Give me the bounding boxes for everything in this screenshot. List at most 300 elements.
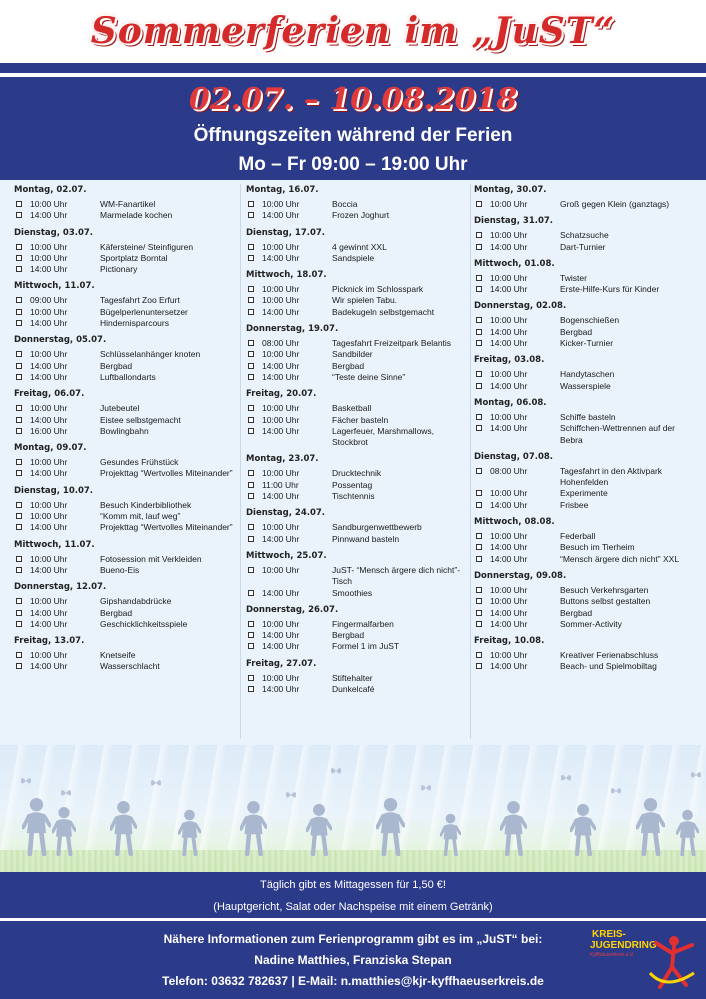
entry-activity: Sandspiele: [332, 252, 375, 263]
entry-time: 09:00 Uhr: [30, 295, 68, 306]
entry-activity: Bergbad: [100, 360, 133, 371]
entry-activity: Frozen Joghurt: [332, 210, 390, 221]
schedule-entry: [474, 284, 700, 295]
checkbox-square-icon: [248, 675, 254, 681]
schedule-entry: [14, 608, 239, 619]
entry-activity: Gipshandabdrücke: [100, 596, 172, 607]
entry-time: 14:00 Uhr: [262, 491, 300, 502]
day-block: [246, 388, 472, 448]
entry-time: 14:00 Uhr: [30, 607, 68, 618]
contact-names: Nadine Matthies, Franziska Stepan: [254, 953, 452, 967]
day-block: [246, 323, 472, 383]
checkbox-square-icon: [476, 317, 482, 323]
schedule-entry: [474, 199, 700, 210]
entry-time: 14:00 Uhr: [262, 371, 300, 382]
schedule-entry: [14, 295, 239, 306]
entry-activity: Tischtennis: [332, 491, 375, 502]
schedule-entry: [246, 361, 472, 372]
entry-time: 10:00 Uhr: [262, 564, 300, 575]
schedule-entry: [246, 684, 472, 695]
child-silhouette-icon: [306, 803, 332, 856]
checkbox-square-icon: [16, 459, 22, 465]
checkbox-square-icon: [16, 255, 22, 261]
entry-time: 10:00 Uhr: [262, 284, 300, 295]
entry-time: 14:00 Uhr: [490, 326, 528, 337]
schedule-column-2: [246, 184, 472, 700]
schedule-entry: [14, 554, 239, 565]
checkbox-square-icon: [248, 524, 254, 530]
checkbox-square-icon: [248, 212, 254, 218]
schedule-entry: [14, 619, 239, 630]
schedule-entry: [14, 650, 239, 661]
entry-activity: Bergbad: [332, 360, 365, 371]
schedule-entry: [246, 630, 472, 641]
entry-activity: Sportplatz Borntal: [100, 252, 168, 263]
checkbox-square-icon: [248, 536, 254, 542]
schedule-entry: [474, 423, 700, 446]
schedule-entry: [246, 534, 472, 545]
schedule-entry: [474, 338, 700, 349]
entry-time: 10:00 Uhr: [30, 457, 68, 468]
entry-activity: Stiftehalter: [332, 672, 373, 683]
date-range: 02.07. – 10.08.2018: [188, 82, 518, 117]
schedule-entry: [14, 361, 239, 372]
checkbox-square-icon: [476, 329, 482, 335]
entry-time: 14:00 Uhr: [30, 468, 68, 479]
schedule-entry: [474, 500, 700, 511]
entry-activity: Tagesfahrt Freizeitpark Belantis: [332, 338, 452, 349]
butterfly-icon: [20, 773, 32, 791]
schedule-entry: [246, 480, 472, 491]
entry-time: 08:00 Uhr: [262, 338, 300, 349]
entry-time: 10:00 Uhr: [30, 306, 68, 317]
checkbox-square-icon: [16, 428, 22, 434]
entry-activity: Lagerfeuer, Marshmallows, Stockbrot: [332, 425, 435, 448]
entry-activity: Possentag: [332, 479, 373, 490]
entry-activity: Projekttag “Wertvolles Miteinander”: [100, 468, 233, 479]
checkbox-square-icon: [16, 297, 22, 303]
checkbox-square-icon: [476, 232, 482, 238]
entry-time: 14:00 Uhr: [262, 425, 300, 436]
schedule-entry: [246, 426, 472, 449]
day-date: Montag, 06.08.: [474, 397, 547, 408]
checkbox-square-icon: [476, 468, 482, 474]
entry-time: 14:00 Uhr: [30, 564, 68, 575]
checkbox-square-icon: [16, 556, 22, 562]
entry-activity: Federball: [560, 531, 596, 542]
entry-activity: Smoothies: [332, 587, 373, 598]
butterfly-icon: [150, 775, 162, 793]
entry-activity: Basketball: [332, 403, 372, 414]
entry-time: 14:00 Uhr: [490, 618, 528, 629]
entry-activity: Bergbad: [560, 326, 593, 337]
checkbox-square-icon: [248, 255, 254, 261]
schedule-entry: [14, 426, 239, 437]
child-silhouette-icon: [178, 809, 201, 856]
entry-activity: Badekugeln selbstgemacht: [332, 306, 435, 317]
child-silhouette-icon: [636, 797, 665, 856]
entry-activity: Projekttag “Wertvolles Miteinander”: [100, 522, 233, 533]
schedule-entry: [246, 673, 472, 684]
day-date: Freitag, 03.08.: [474, 355, 545, 366]
entry-activity: “Komm mit, lauf weg”: [100, 511, 181, 522]
day-date: Montag, 09.07.: [14, 443, 87, 454]
entry-activity: Jutebeutel: [100, 403, 140, 414]
day-block: [246, 604, 472, 653]
child-silhouette-icon: [110, 800, 137, 856]
checkbox-square-icon: [476, 371, 482, 377]
entry-activity: Wasserschlacht: [100, 661, 160, 672]
entry-time: 14:00 Uhr: [262, 306, 300, 317]
entry-activity: JuST- “Mensch ärgere dich nicht”- Tisch: [332, 564, 461, 587]
checkbox-square-icon: [248, 686, 254, 692]
schedule-entry: [474, 412, 700, 423]
day-date: Donnerstag, 09.08.: [474, 570, 567, 581]
checkbox-square-icon: [476, 244, 482, 250]
schedule-entry: [474, 542, 700, 553]
day-block: [14, 184, 239, 222]
entry-time: 10:00 Uhr: [30, 596, 68, 607]
checkbox-square-icon: [248, 374, 254, 380]
checkbox-square-icon: [16, 663, 22, 669]
entry-activity: Picknick im Schlosspark: [332, 284, 424, 295]
schedule-entry: [474, 315, 700, 326]
checkbox-square-icon: [248, 428, 254, 434]
entry-activity: Experimente: [560, 488, 608, 499]
entry-activity: Frisbee: [560, 499, 589, 510]
day-date: Freitag, 06.07.: [14, 389, 85, 400]
checkbox-square-icon: [16, 417, 22, 423]
child-silhouette-icon: [570, 803, 596, 856]
day-date: Dienstag, 31.07.: [474, 216, 554, 227]
entry-activity: Eistee selbstgemacht: [100, 414, 181, 425]
entry-activity: Knetseife: [100, 650, 136, 661]
schedule-entry: [246, 468, 472, 479]
entry-time: 10:00 Uhr: [30, 403, 68, 414]
checkbox-square-icon: [248, 470, 254, 476]
checkbox-square-icon: [16, 524, 22, 530]
entry-time: 10:00 Uhr: [262, 414, 300, 425]
entry-time: 10:00 Uhr: [30, 511, 68, 522]
checkbox-square-icon: [16, 374, 22, 380]
butterfly-icon: [330, 763, 342, 781]
schedule-entry: [474, 242, 700, 253]
checkbox-square-icon: [16, 598, 22, 604]
day-block: [14, 442, 239, 480]
entry-activity: Beach- und Spielmobiltag: [560, 661, 657, 672]
grass-strip: [0, 850, 706, 872]
entry-activity: Dunkelcafé: [332, 684, 375, 695]
entry-activity: Marmelade kochen: [100, 210, 173, 221]
checkbox-square-icon: [248, 417, 254, 423]
checkbox-square-icon: [16, 513, 22, 519]
entry-activity: Schiffchen-Wettrennen auf der Bebra: [560, 423, 675, 445]
day-date: Freitag, 27.07.: [246, 658, 317, 669]
entry-time: 10:00 Uhr: [262, 672, 300, 683]
schedule-entry: [474, 327, 700, 338]
schedule-entry: [246, 403, 472, 414]
day-date: Donnerstag, 26.07.: [246, 604, 339, 615]
child-silhouette-icon: [500, 800, 527, 856]
entry-time: 14:00 Uhr: [30, 371, 68, 382]
schedule-entry: [474, 554, 700, 565]
day-date: Donnerstag, 02.08.: [474, 301, 567, 312]
entry-time: 10:00 Uhr: [30, 241, 68, 252]
entry-activity: Sandburgenwettbewerb: [332, 522, 422, 533]
contact-band: [0, 921, 706, 999]
day-date: Mittwoch, 08.08.: [474, 517, 555, 528]
checkbox-square-icon: [476, 610, 482, 616]
entry-time: 14:00 Uhr: [490, 607, 528, 618]
entry-time: 10:00 Uhr: [490, 315, 528, 326]
day-block: [474, 397, 700, 446]
schedule-entry: [474, 466, 700, 489]
child-silhouette-icon: [376, 797, 405, 856]
day-block: [14, 635, 239, 673]
checkbox-square-icon: [248, 482, 254, 488]
checkbox-square-icon: [16, 610, 22, 616]
checkbox-square-icon: [16, 266, 22, 272]
day-block: [14, 227, 239, 276]
checkbox-square-icon: [16, 567, 22, 573]
entry-time: 10:00 Uhr: [30, 650, 68, 661]
jumping-figure-icon: [648, 933, 698, 993]
day-block: [14, 334, 239, 383]
entry-activity: Kicker-Turnier: [560, 338, 614, 349]
schedule-entry: [14, 199, 239, 210]
entry-activity: Besuch Kinderbibliothek: [100, 499, 192, 510]
checkbox-square-icon: [248, 493, 254, 499]
day-block: [246, 658, 472, 696]
entry-activity: WM-Fanartikel: [100, 199, 156, 209]
schedule-column-1: [14, 184, 239, 678]
lunch-offer: Täglich gibt es Mittagessen für 1,50 €!: [260, 879, 446, 891]
entry-time: 10:00 Uhr: [490, 531, 528, 542]
day-block: [474, 516, 700, 565]
entry-activity: Wir spielen Tabu.: [332, 295, 398, 306]
checkbox-square-icon: [476, 556, 482, 562]
schedule-entry: [246, 415, 472, 426]
schedule-entry: [474, 585, 700, 596]
checkbox-square-icon: [16, 201, 22, 207]
day-block: [246, 453, 472, 502]
entry-activity: Bowlingbahn: [100, 425, 149, 436]
day-date: Montag, 02.07.: [14, 185, 87, 195]
entry-time: 14:00 Uhr: [262, 630, 300, 641]
entry-time: 10:00 Uhr: [490, 584, 528, 595]
schedule-entry: [246, 372, 472, 383]
checkbox-square-icon: [476, 587, 482, 593]
entry-time: 14:00 Uhr: [262, 360, 300, 371]
day-date: Freitag, 20.07.: [246, 389, 317, 400]
checkbox-square-icon: [248, 567, 254, 573]
entry-activity: Tagesfahrt Zoo Erfurt: [100, 295, 180, 306]
entry-activity: Pictionary: [100, 264, 138, 275]
entry-time: 14:00 Uhr: [30, 661, 68, 672]
schedule-entry: [474, 381, 700, 392]
checkbox-square-icon: [248, 201, 254, 207]
entry-time: 10:00 Uhr: [30, 499, 68, 510]
checkbox-square-icon: [248, 286, 254, 292]
day-block: [14, 539, 239, 577]
schedule-entry: [246, 641, 472, 652]
day-block: [474, 300, 700, 349]
checkbox-square-icon: [16, 212, 22, 218]
checkbox-square-icon: [476, 275, 482, 281]
schedule-entry: [14, 457, 239, 468]
kreisjugendring-logo: [590, 927, 700, 995]
schedule-entry: [14, 468, 239, 479]
day-date: Donnerstag, 12.07.: [14, 582, 107, 593]
entry-time: 14:00 Uhr: [30, 522, 68, 533]
entry-activity: Geschicklichkeitsspiele: [100, 618, 188, 629]
day-date: Donnerstag, 19.07.: [246, 324, 339, 335]
entry-activity: Drucktechnik: [332, 468, 382, 479]
schedule-entry: [14, 242, 239, 253]
schedule-column-3: [474, 184, 700, 678]
entry-time: 10:00 Uhr: [30, 349, 68, 360]
day-date: Montag, 16.07.: [246, 185, 319, 195]
child-silhouette-icon: [440, 813, 461, 856]
header-stripe: [0, 63, 706, 73]
checkbox-square-icon: [476, 544, 482, 550]
entry-time: 14:00 Uhr: [30, 414, 68, 425]
entry-time: 14:00 Uhr: [30, 210, 68, 221]
entry-activity: Pinnwand basteln: [332, 533, 400, 544]
checkbox-square-icon: [16, 502, 22, 508]
entry-time: 14:00 Uhr: [30, 360, 68, 371]
child-silhouette-icon: [240, 800, 267, 856]
day-date: Mittwoch, 18.07.: [246, 270, 327, 281]
child-silhouette-icon: [52, 806, 76, 856]
entry-activity: Fotosession mit Verkleiden: [100, 553, 202, 564]
child-silhouette-icon: [676, 809, 699, 856]
entry-activity: Hindernisparcours: [100, 318, 169, 329]
checkbox-square-icon: [248, 590, 254, 596]
entry-activity: “Mensch ärgere dich nicht” XXL: [560, 553, 680, 564]
entry-time: 10:00 Uhr: [490, 272, 528, 283]
day-date: Dienstag, 17.07.: [246, 227, 326, 238]
entry-activity: Bueno-Eis: [100, 564, 140, 575]
schedule-entry: [14, 318, 239, 329]
entry-activity: Bügelperlenuntersetzer: [100, 306, 188, 317]
schedule-entry: [246, 349, 472, 360]
day-date: Montag, 30.07.: [474, 185, 547, 195]
column-divider: [240, 184, 241, 739]
entry-time: 10:00 Uhr: [262, 403, 300, 414]
checkbox-square-icon: [476, 533, 482, 539]
entry-activity: Sandbilder: [332, 349, 373, 360]
day-block: [14, 280, 239, 329]
schedule-entry: [14, 307, 239, 318]
entry-activity: Dart-Turnier: [560, 241, 606, 252]
day-block: [246, 269, 472, 318]
entry-activity: Bergbad: [100, 607, 133, 618]
day-block: [474, 570, 700, 630]
checkbox-square-icon: [248, 405, 254, 411]
entry-time: 14:00 Uhr: [262, 641, 300, 652]
schedule-entry: [246, 210, 472, 221]
schedule-entry: [14, 511, 239, 522]
schedule-entry: [14, 415, 239, 426]
schedule-entry: [14, 264, 239, 275]
butterfly-icon: [560, 770, 572, 788]
day-block: [474, 215, 700, 253]
entry-time: 10:00 Uhr: [490, 596, 528, 607]
schedule-entry: [14, 565, 239, 576]
entry-activity: Schatzsuche: [560, 230, 609, 241]
checkbox-square-icon: [16, 621, 22, 627]
butterfly-icon: [60, 785, 72, 803]
schedule-entry: [474, 650, 700, 661]
schedule-entry: [474, 273, 700, 284]
day-date: Donnerstag, 05.07.: [14, 335, 107, 346]
entry-activity: Bergbad: [560, 607, 593, 618]
entry-time: 14:00 Uhr: [490, 338, 528, 349]
checkbox-square-icon: [476, 286, 482, 292]
schedule-entry: [14, 522, 239, 533]
entry-time: 10:00 Uhr: [490, 650, 528, 661]
entry-time: 10:00 Uhr: [30, 553, 68, 564]
entry-time: 16:00 Uhr: [30, 425, 68, 436]
schedule-entry: [246, 338, 472, 349]
checkbox-square-icon: [248, 351, 254, 357]
schedule-entry: [246, 491, 472, 502]
opening-hours-time: Mo – Fr 09:00 – 19:00 Uhr: [238, 154, 468, 175]
day-date: Dienstag, 24.07.: [246, 508, 326, 519]
entry-time: 14:00 Uhr: [262, 252, 300, 263]
entry-activity: Handytaschen: [560, 369, 615, 380]
schedule-entry: [474, 661, 700, 672]
title-bar: [0, 0, 706, 62]
checkbox-square-icon: [16, 309, 22, 315]
entry-activity: Sommer-Activity: [560, 618, 622, 629]
entry-time: 10:00 Uhr: [262, 618, 300, 629]
entry-activity: Buttons selbst gestalten: [560, 596, 651, 607]
schedule-entry: [246, 619, 472, 630]
day-date: Freitag, 13.07.: [14, 636, 85, 647]
entry-time: 10:00 Uhr: [262, 349, 300, 360]
schedule-entry: [474, 608, 700, 619]
logo-line-2: JUGENDRING: [590, 940, 657, 951]
butterfly-icon: [690, 767, 702, 785]
schedule-entry: [474, 596, 700, 607]
entry-time: 14:00 Uhr: [262, 684, 300, 695]
butterfly-icon: [285, 787, 297, 805]
checkbox-square-icon: [476, 490, 482, 496]
entry-activity: Besuch Verkehrsgarten: [560, 584, 649, 595]
checkbox-square-icon: [476, 502, 482, 508]
checkbox-square-icon: [476, 621, 482, 627]
children-silhouette-illustration: [0, 745, 706, 872]
entry-time: 14:00 Uhr: [262, 587, 300, 598]
schedule-entry: [246, 307, 472, 318]
checkbox-square-icon: [476, 425, 482, 431]
entry-activity: Schlüsselanhänger knoten: [100, 349, 201, 360]
entry-activity: Fächer basteln: [332, 414, 389, 425]
entry-activity: Schiffe basteln: [560, 411, 616, 422]
contact-phone-email: Telefon: 03632 782637 | E-Mail: n.matthies@kjr-kyffhaeuserkreis.de: [162, 974, 544, 988]
day-block: [474, 258, 700, 296]
entry-activity: 4 gewinnt XXL: [332, 241, 387, 252]
checkbox-square-icon: [248, 632, 254, 638]
entry-time: 14:00 Uhr: [30, 264, 68, 275]
entry-time: 10:00 Uhr: [262, 295, 300, 306]
entry-time: 10:00 Uhr: [490, 230, 528, 241]
schedule-entry: [246, 588, 472, 599]
entry-time: 14:00 Uhr: [490, 553, 528, 564]
entry-time: 14:00 Uhr: [490, 542, 528, 553]
